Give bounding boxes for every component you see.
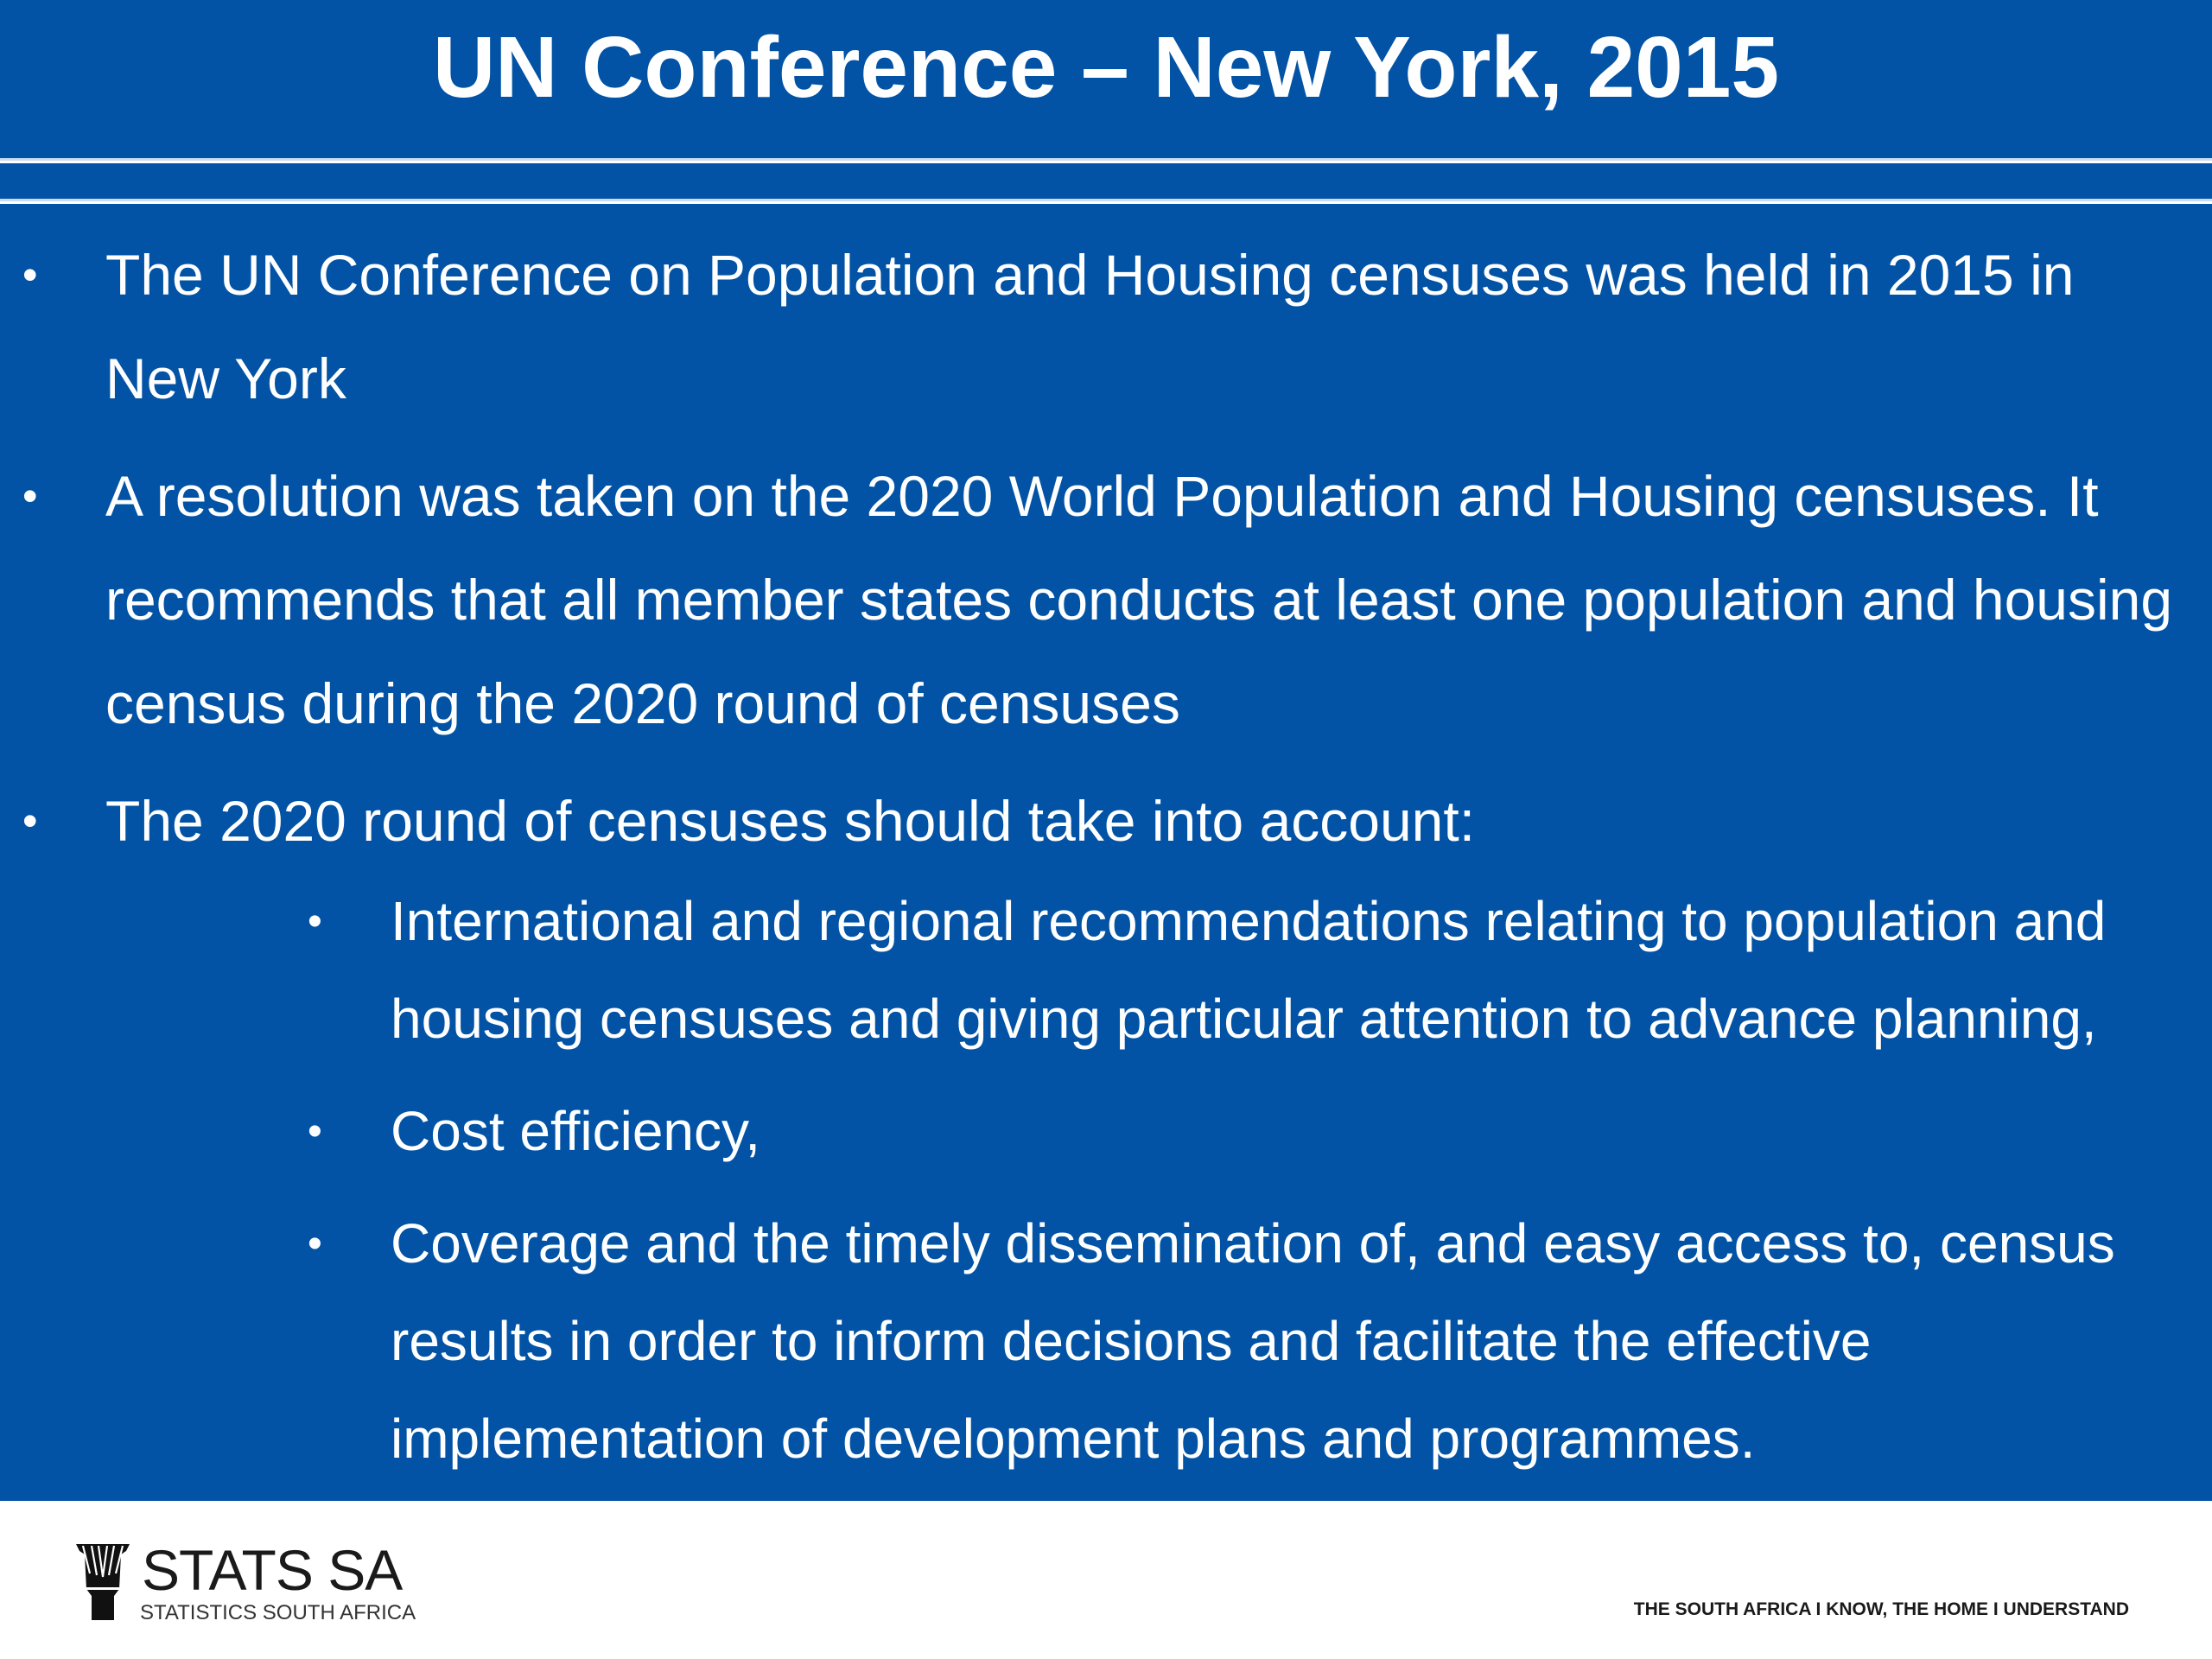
bullet-list <box>0 223 2195 1503</box>
sub-bullet-item <box>285 1195 2212 1488</box>
divider-band <box>0 163 2212 201</box>
bullet-item <box>0 223 2195 430</box>
bullet-dot-icon: • <box>22 472 38 520</box>
sub-bullet-text: Coverage and the timely dissemination of, and easy access to, census results in order to inform decisions and facilitate the effective implementation of development plans and programmes. <box>391 1212 2115 1470</box>
slide-title: UN Conference – New York, 2015 <box>432 19 1780 116</box>
footer-tagline: THE SOUTH AFRICA I KNOW, THE HOME I UNDERSTAND <box>1633 1599 2129 1619</box>
bullet-dot-icon: • <box>22 797 38 845</box>
logo-name: STATS SA <box>142 1538 403 1602</box>
logo-subtitle: STATISTICS SOUTH AFRICA <box>140 1601 416 1624</box>
bullet-item <box>0 769 2195 1488</box>
footer <box>0 1501 2212 1659</box>
drum-icon <box>73 1539 133 1625</box>
sub-bullet-dot-icon: • <box>308 1221 322 1267</box>
sub-bullet-item <box>285 1083 2212 1180</box>
bullet-item <box>0 444 2195 755</box>
bullet-dot-icon: • <box>22 251 38 299</box>
sub-bullet-list <box>285 873 2212 1488</box>
sub-bullet-dot-icon: • <box>308 899 322 944</box>
sub-bullet-item <box>285 873 2212 1068</box>
bullet-text: A resolution was taken on the 2020 World Population and Housing censuses. It recommends that all member states conducts at least one population and housing census during the 2020 round of censuses <box>105 464 2173 735</box>
sub-bullet-text: International and regional recommendations relating to population and housing censuses and giving particular attention to advance planning, <box>391 890 2107 1050</box>
bullet-text: The 2020 round of censuses should take into account: <box>105 789 1476 853</box>
content-panel <box>0 204 2212 1501</box>
sub-bullet-text: Cost efficiency, <box>391 1100 761 1162</box>
slide-title-bar <box>0 0 2212 161</box>
sub-bullet-dot-icon: • <box>308 1109 322 1154</box>
bullet-text: The UN Conference on Population and Housing censuses was held in 2015 in New York <box>105 243 2075 410</box>
stats-sa-logo <box>73 1539 435 1634</box>
